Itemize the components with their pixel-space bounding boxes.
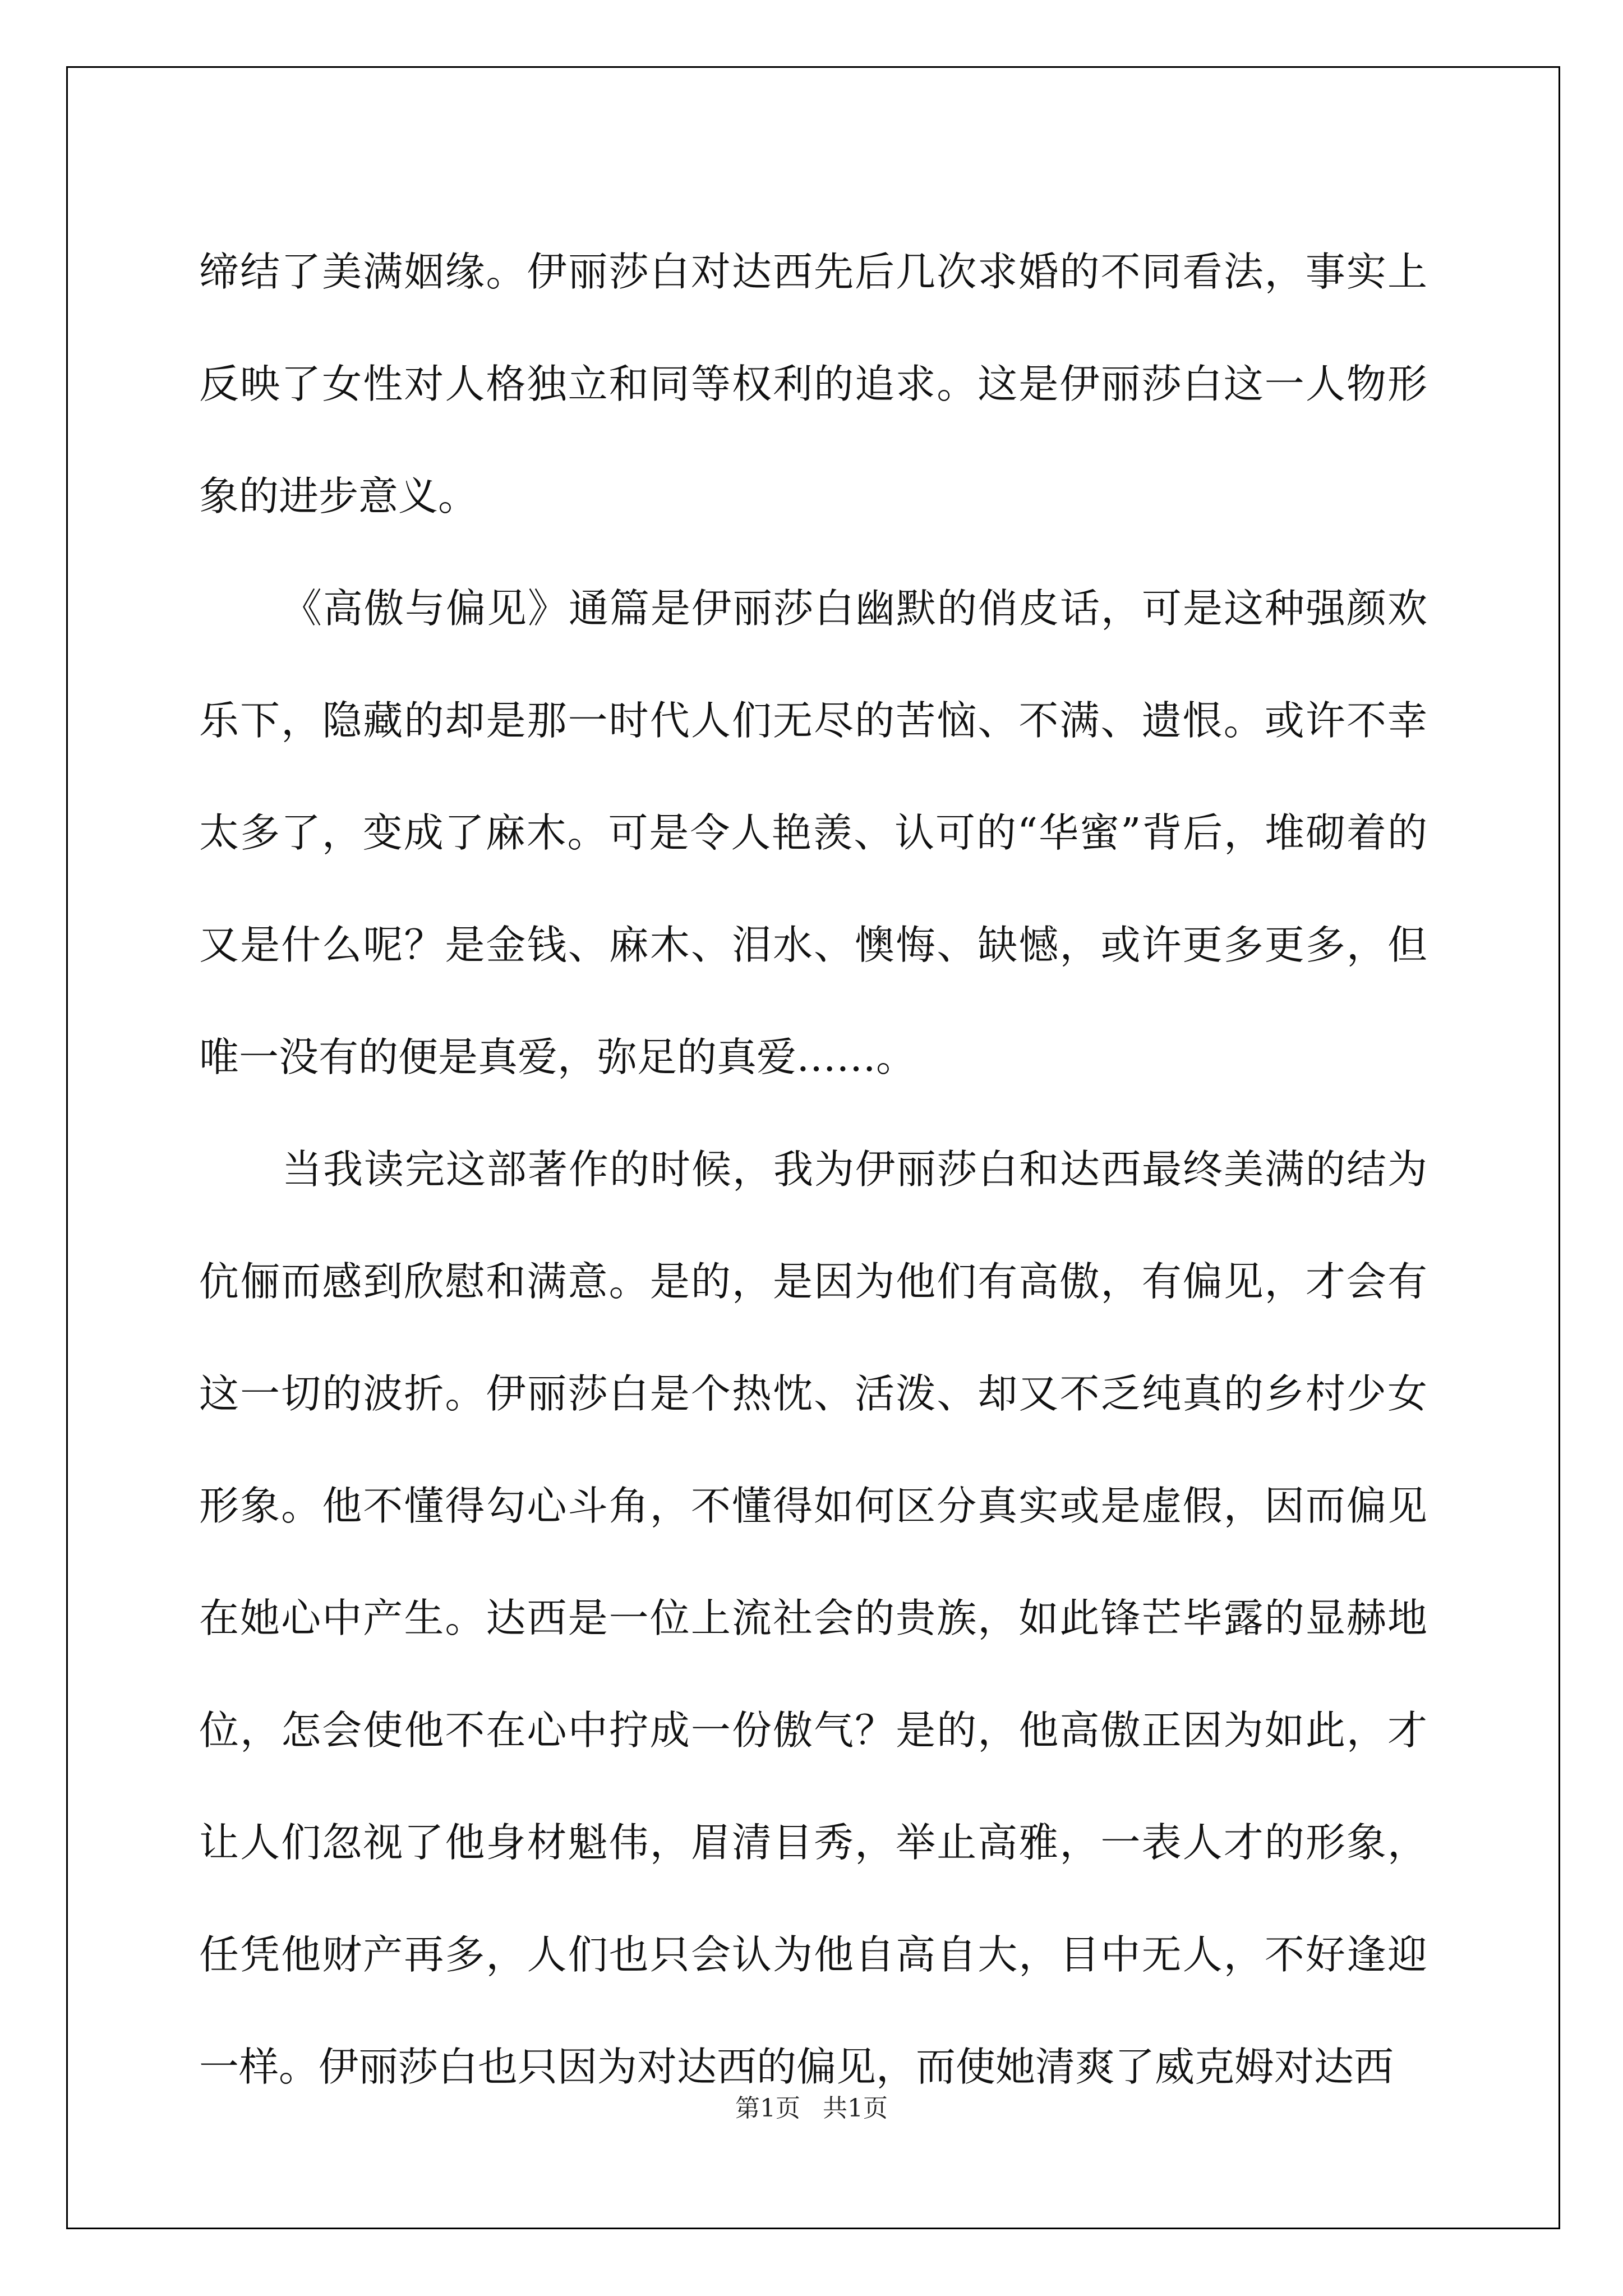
page-number: 第1页: [735, 2094, 800, 2123]
paragraph-1: 缔结了美满姻缘。伊丽莎白对达西先后几次求婚的不同看法，事实上反映了女性对人格独立和同等权利的追求。这是伊丽莎白这一人物形象的进步意义。: [199, 249, 1427, 519]
page-total: 共1页: [823, 2094, 888, 2123]
page-footer: [0, 2088, 1623, 2124]
paragraph-2: 《高傲与偏见》通篇是伊丽莎白幽默的俏皮话，可是这种强颜欢乐下，隐藏的却是那一时代人们无尽的苦恼、不满、遗恨。或许不幸太多了，变成了麻木。可是令人艳羡、认可的“华蜜”背后，堆砌着的又是什么呢？是金钱、麻木、泪水、懊悔、缺憾，或许更多更多，但唯一没有的便是真爱，弥足的真爱……。: [199, 585, 1427, 1080]
document-body: [199, 216, 1427, 2123]
paragraph-3: 当我读完这部著作的时候，我为伊丽莎白和达西最终美满的结为伉俪而感到欣慰和满意。是的，是因为他们有高傲，有偏见，才会有这一切的波折。伊丽莎白是个热忱、活泼、却又不乏纯真的乡村少女形象。他不懂得勾心斗角，不懂得如何区分真实或是虚假，因而偏见在她心中产生。达西是一位上流社会的贵族，如此锋芒毕露的显赫地位，怎会使他不在心中拧成一份傲气？是的，他高傲正因为如此，才让人们忽视了他身材魁伟，眉清目秀，举止高雅，一表人才的形象，任凭他财产再多，人们也只会认为他自高自大，目中无人，不好逢迎一样。伊丽莎白也只因为对达西的偏见，而使她清爽了威克姆对达西: [199, 1146, 1427, 2090]
